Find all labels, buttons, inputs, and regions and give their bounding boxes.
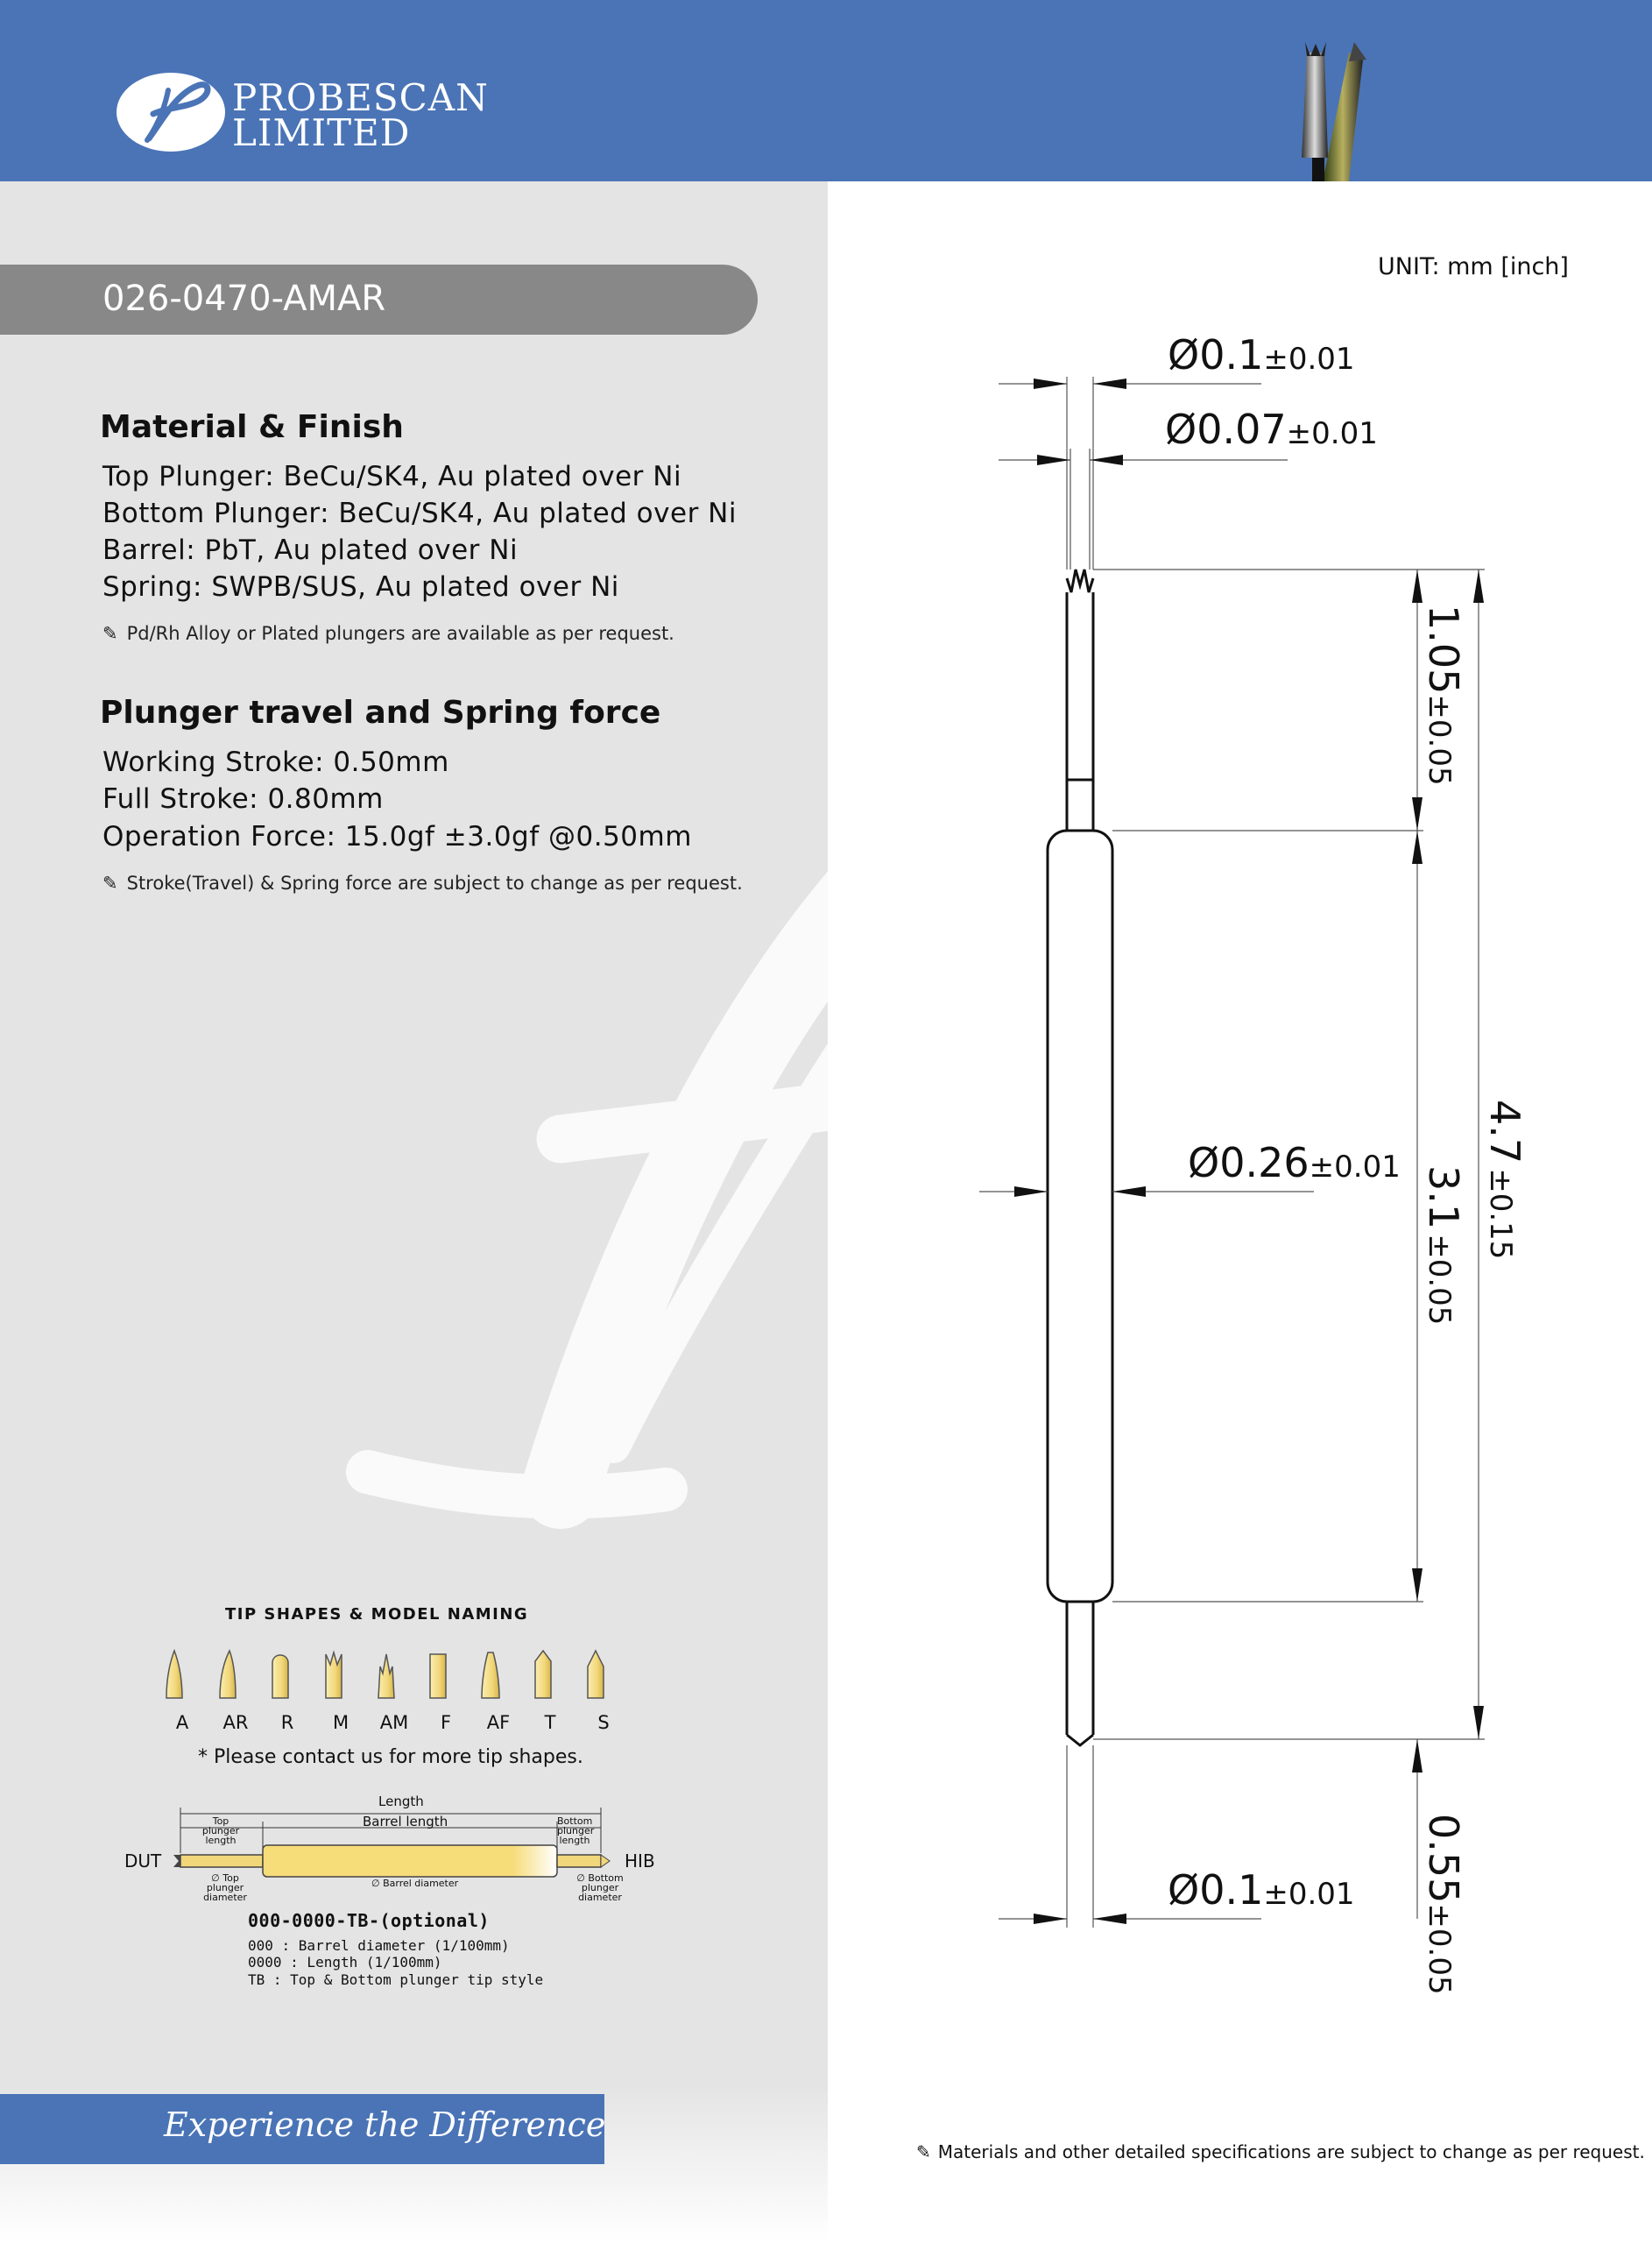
travel-line: Full Stroke: 0.80mm bbox=[102, 783, 384, 815]
dim-value: 1.05 bbox=[1420, 605, 1467, 695]
probescan-logo-icon bbox=[114, 68, 228, 156]
tip-label-am: AM bbox=[379, 1712, 409, 1733]
dim-value: Ø0.07 bbox=[1165, 406, 1287, 453]
diagram-bottom-plunger-length-label: Bottom plunger length bbox=[557, 1815, 595, 1846]
travel-line: Working Stroke: 0.50mm bbox=[102, 746, 449, 778]
tip-t-icon bbox=[535, 1651, 551, 1698]
tip-label-s: S bbox=[597, 1712, 610, 1733]
diagram-barrel-diameter-label: ∅ Barrel diameter bbox=[371, 1878, 459, 1889]
travel-line: Operation Force: 15.0gf ±3.0gf @0.50mm bbox=[102, 821, 692, 853]
dim-value: Ø0.1 bbox=[1168, 331, 1264, 379]
dim-tolerance: ±0.01 bbox=[1286, 416, 1378, 451]
diagram-top-plunger-length-label: Top plunger length bbox=[201, 1815, 240, 1846]
dim-tolerance: ±0.05 bbox=[1422, 1903, 1457, 1995]
material-line: Bottom Plunger: BeCu/SK4, Au plated over Ni bbox=[102, 498, 737, 529]
naming-line: 0000 : Length (1/100mm) bbox=[248, 1954, 442, 1971]
tip-label-a: A bbox=[175, 1712, 189, 1733]
dim-bottom-diameter bbox=[1168, 1866, 1355, 1914]
dim-tolerance: ±0.05 bbox=[1422, 694, 1457, 786]
tip-s-icon bbox=[588, 1651, 604, 1698]
material-note-text: Pd/Rh Alloy or Plated plungers are available as per request. bbox=[126, 623, 674, 644]
dim-barrel-length bbox=[1420, 1165, 1467, 1325]
brand-name-line2: LIMITED bbox=[232, 111, 411, 154]
unit-label: UNIT: mm [inch] bbox=[1378, 253, 1569, 280]
tip-shapes-note: * Please contact us for more tip shapes. bbox=[198, 1746, 583, 1768]
dim-bottom-plunger-length bbox=[1420, 1814, 1467, 1995]
diagram-top-plunger-diameter-label: ∅ Top plunger diameter bbox=[203, 1872, 247, 1903]
brand-name-line1: PROBESCAN bbox=[232, 76, 489, 119]
dim-tolerance: ±0.01 bbox=[1309, 1150, 1401, 1185]
tip-r-icon bbox=[272, 1655, 288, 1698]
tip-label-f: F bbox=[440, 1712, 452, 1733]
naming-code: 000-0000-TB-(optional) bbox=[248, 1910, 490, 1931]
header-bar bbox=[0, 0, 1652, 181]
diagram-hib-label: HIB bbox=[625, 1850, 655, 1872]
dim-total-length bbox=[1481, 1100, 1528, 1259]
dim-value: 3.1 bbox=[1420, 1165, 1467, 1230]
travel-force-title: Plunger travel and Spring force bbox=[100, 695, 661, 731]
dim-value: 4.7 bbox=[1481, 1100, 1528, 1164]
brand-name bbox=[232, 76, 489, 154]
tip-af-icon bbox=[482, 1652, 499, 1698]
material-finish-title: Material & Finish bbox=[100, 409, 404, 445]
diagram-dut-label: DUT bbox=[124, 1850, 162, 1872]
tip-m-icon bbox=[326, 1652, 342, 1698]
slogan: Experience the Difference bbox=[164, 2105, 606, 2144]
naming-line: 000 : Barrel diameter (1/100mm) bbox=[248, 1937, 510, 1954]
probe-photo-icon bbox=[1279, 35, 1472, 181]
dim-tolerance: ±0.15 bbox=[1483, 1168, 1518, 1260]
tip-label-m: M bbox=[332, 1712, 349, 1733]
dim-value: Ø0.1 bbox=[1168, 1866, 1264, 1914]
dim-top-plunger-length bbox=[1420, 605, 1467, 786]
diagram-barrel-length-label: Barrel length bbox=[363, 1814, 448, 1829]
tip-label-ar: AR bbox=[222, 1712, 249, 1733]
dim-top-tip-diameter bbox=[1168, 331, 1355, 379]
footer-note bbox=[916, 2141, 1645, 2162]
tip-f-icon bbox=[430, 1654, 446, 1698]
material-line: Barrel: PbT, Au plated over Ni bbox=[102, 534, 519, 566]
pencil-icon: ✎ bbox=[916, 2141, 931, 2162]
tip-shapes-title: TIP SHAPES & MODEL NAMING bbox=[225, 1605, 529, 1624]
travel-note bbox=[102, 873, 743, 894]
dim-value: Ø0.26 bbox=[1188, 1139, 1310, 1186]
dim-top-tip-inner-diameter bbox=[1165, 406, 1378, 453]
material-line: Top Plunger: BeCu/SK4, Au plated over Ni bbox=[102, 461, 682, 492]
footer-note-text: Materials and other detailed specifications are subject to change as per request. bbox=[937, 2141, 1645, 2162]
dim-tolerance: ±0.01 bbox=[1263, 342, 1355, 377]
tip-label-af: AF bbox=[486, 1712, 511, 1733]
tip-ar-icon bbox=[220, 1651, 236, 1698]
pencil-icon: ✎ bbox=[102, 873, 118, 894]
travel-note-text: Stroke(Travel) & Spring force are subject to change as per request. bbox=[126, 873, 743, 894]
dim-value: 0.55 bbox=[1420, 1814, 1467, 1904]
diagram-bottom-plunger-diameter-label: ∅ Bottom plunger diameter bbox=[576, 1872, 624, 1903]
naming-line: TB : Top & Bottom plunger tip style bbox=[248, 1971, 544, 1988]
dim-barrel-diameter bbox=[1188, 1139, 1401, 1186]
dim-tolerance: ±0.05 bbox=[1422, 1234, 1457, 1326]
dim-tolerance: ±0.01 bbox=[1263, 1877, 1355, 1912]
diagram-length-label: Length bbox=[378, 1794, 424, 1809]
tip-am-icon bbox=[378, 1654, 394, 1698]
material-line: Spring: SWPB/SUS, Au plated over Ni bbox=[102, 571, 619, 603]
model-number: 026-0470-AMAR bbox=[102, 279, 386, 319]
tip-label-t: T bbox=[544, 1712, 556, 1733]
material-note bbox=[102, 623, 674, 644]
pencil-icon: ✎ bbox=[102, 623, 118, 644]
tip-label-r: R bbox=[280, 1712, 294, 1733]
tip-a-icon bbox=[166, 1651, 182, 1698]
